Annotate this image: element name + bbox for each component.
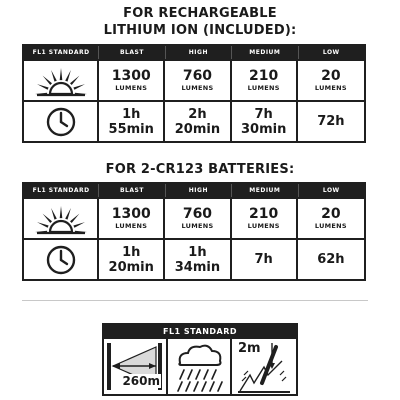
- runtime-icon-cell: [24, 240, 99, 279]
- runtime-row: [24, 100, 364, 141]
- lumens-value: 20: [321, 205, 341, 222]
- lumens-unit: LUMENS: [247, 221, 280, 230]
- lumens-unit: LUMENS: [247, 83, 280, 92]
- impact-resistance-cell: [232, 339, 296, 394]
- lumens-unit: LUMENS: [314, 221, 347, 230]
- runtime-line-2: 20min: [108, 259, 154, 275]
- header-fl1-standard: FL1 STANDARD: [24, 184, 99, 197]
- lumens-value: 210: [249, 205, 279, 222]
- section-1-heading-line-2: LITHIUM ION (INCLUDED):: [103, 23, 297, 38]
- section-2-heading: FOR 2-CR123 BATTERIES:: [105, 162, 295, 177]
- output-cell-high: [165, 61, 231, 100]
- runtime-line-2: 30min: [240, 121, 287, 137]
- lumens-unit: LUMENS: [181, 221, 214, 230]
- lumens-value: 760: [182, 205, 213, 222]
- header-blast: BLAST: [99, 184, 165, 197]
- light-output-sunburst-icon: [35, 202, 87, 236]
- runtime-line-1: 1h: [122, 244, 141, 260]
- spec-table-header-row: [24, 46, 364, 59]
- spec-table-cr123: [22, 182, 366, 281]
- spec-table-lithium-ion: [22, 44, 366, 143]
- light-output-icon-cell: [24, 61, 99, 100]
- output-cell-medium: [232, 61, 298, 100]
- lumens-value: 760: [182, 67, 213, 84]
- runtime-cell-blast: [99, 240, 165, 279]
- runtime-cell-low: [298, 240, 364, 279]
- output-cell-medium: [232, 199, 298, 238]
- header-fl1-standard: FL1 STANDARD: [24, 46, 99, 59]
- header-high: HIGH: [166, 46, 232, 59]
- runtime-row: [24, 238, 364, 279]
- light-output-row: [24, 197, 364, 238]
- spec-table-header-row: [24, 184, 364, 197]
- runtime-line-1: 1h: [122, 106, 141, 122]
- output-cell-blast: [99, 199, 165, 238]
- lumens-unit: LUMENS: [314, 83, 347, 92]
- runtime-line-1: 72h: [317, 114, 345, 129]
- runtime-cell-blast: [99, 102, 165, 141]
- output-cell-high: [165, 199, 231, 238]
- runtime-line-2: 55min: [108, 121, 154, 137]
- fl1-box-cells: [104, 339, 296, 394]
- runtime-line-1: 7h: [254, 252, 273, 267]
- output-cell-low: [298, 199, 364, 238]
- runtime-icon-cell: [24, 102, 99, 141]
- runtime-line-1: 62h: [317, 252, 345, 267]
- header-high: HIGH: [166, 184, 232, 197]
- beam-distance-cell: [104, 339, 168, 394]
- runtime-cell-medium: [232, 102, 298, 141]
- lumens-unit: LUMENS: [115, 83, 148, 92]
- water-resistance-icon: [168, 339, 230, 394]
- impact-resistance-value: 2m: [238, 341, 261, 356]
- impact-resistance-icon: [232, 339, 294, 394]
- header-low: LOW: [322, 187, 340, 194]
- runtime-line-2: 20min: [174, 121, 221, 137]
- fl1-standard-box: [102, 323, 298, 396]
- light-output-row: [24, 59, 364, 100]
- runtime-cell-medium: [232, 240, 298, 279]
- header-medium: MEDIUM: [232, 46, 298, 59]
- lumens-value: 1300: [111, 205, 151, 222]
- section-divider: [22, 300, 368, 301]
- fl1-box-header: FL1 STANDARD: [104, 325, 296, 339]
- water-resistance-cell: [168, 339, 232, 394]
- output-cell-blast: [99, 61, 165, 100]
- lumens-value: 210: [249, 67, 279, 84]
- lumens-unit: LUMENS: [181, 83, 214, 92]
- lumens-unit: LUMENS: [115, 221, 148, 230]
- light-output-sunburst-icon: [35, 64, 87, 98]
- header-low: LOW: [322, 49, 340, 56]
- runtime-line-1: 1h: [188, 244, 207, 260]
- output-cell-low: [298, 61, 364, 100]
- runtime-clock-icon: [44, 243, 78, 277]
- runtime-line-1: 7h: [254, 106, 273, 122]
- runtime-cell-high: [165, 240, 231, 279]
- header-blast: BLAST: [99, 46, 165, 59]
- runtime-clock-icon: [44, 105, 78, 139]
- beam-distance-value: 260m: [122, 374, 160, 388]
- runtime-cell-high: [165, 102, 231, 141]
- runtime-line-1: 2h: [188, 106, 207, 122]
- lumens-value: 20: [321, 67, 341, 84]
- runtime-line-2: 34min: [174, 259, 221, 275]
- light-output-icon-cell: [24, 199, 99, 238]
- runtime-cell-low: [298, 102, 364, 141]
- lumens-value: 1300: [111, 67, 151, 84]
- header-medium: MEDIUM: [232, 184, 298, 197]
- section-1-heading-line-1: FOR RECHARGEABLE: [123, 6, 277, 21]
